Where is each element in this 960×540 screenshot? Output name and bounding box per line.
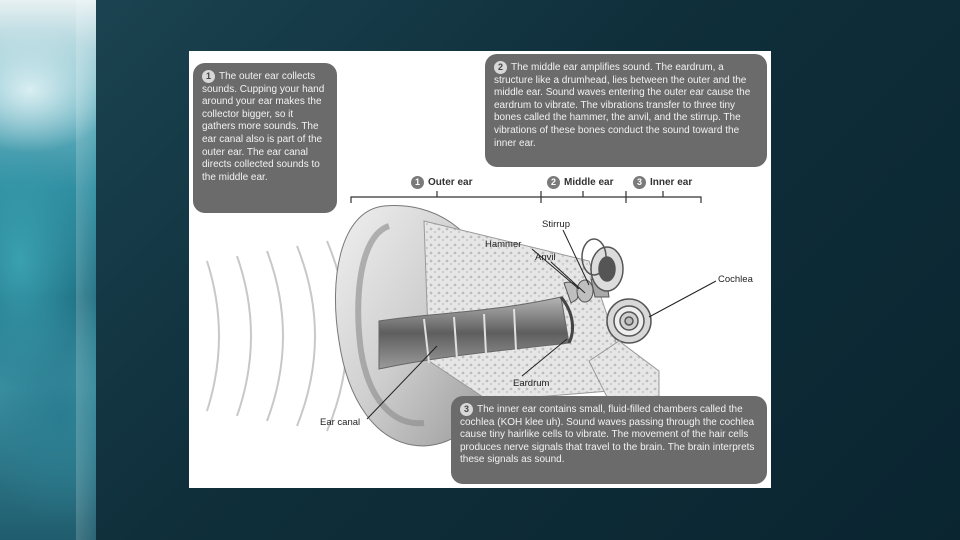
ear-anatomy-figure xyxy=(189,51,771,488)
region-label-outer-ear xyxy=(411,176,472,189)
region-number: 3 xyxy=(633,176,646,189)
sound-waves xyxy=(207,241,347,431)
callout-number: 2 xyxy=(494,61,507,74)
label-stirrup: Stirrup xyxy=(542,219,570,230)
ocean-wave-image xyxy=(0,0,96,540)
label-hammer: Hammer xyxy=(485,239,522,250)
callout-text: The outer ear collects sounds. Cupping your hand around your ear makes the collector bigger, so it gathers more sounds. The ear canal also is part of the outer ear. The ear canal directs collected sounds to the middle ear. xyxy=(202,71,325,183)
region-number: 1 xyxy=(411,176,424,189)
middle-ear-callout xyxy=(485,54,767,167)
label-cochlea: Cochlea xyxy=(718,274,753,285)
callout-number: 1 xyxy=(202,70,215,83)
label-anvil: Anvil xyxy=(535,252,556,263)
region-name: Outer ear xyxy=(428,177,473,188)
region-label-inner-ear xyxy=(633,176,692,189)
region-number: 2 xyxy=(547,176,560,189)
region-name: Inner ear xyxy=(650,177,693,188)
outer-ear-callout xyxy=(193,63,337,213)
callout-number: 3 xyxy=(460,403,473,416)
region-bracket xyxy=(351,191,701,203)
inner-ear-callout xyxy=(451,396,767,484)
region-label-middle-ear xyxy=(547,176,613,189)
label-ear-canal: Ear canal xyxy=(320,417,361,428)
label-eardrum: Eardrum xyxy=(513,378,550,389)
callout-text: The inner ear contains small, fluid-filled chambers called the cochlea (KOH klee uh). Sound waves passing through the cochlea cause tiny hairlike cells to vibrate. The movement of the hair cells produces nerve signals that travel to the brain. The brain interprets these signals as sound. xyxy=(460,404,755,466)
callout-text: The middle ear amplifies sound. The eardrum, a structure like a drumhead, lies between the outer and the middle ear. Sound waves entering the outer ear cause the eardrum to vibrate. The vibrations transfer to three tiny bones called the hammer, the anvil, and the stirrup. The vibrations of these bones conduct the sound toward the inner ear. xyxy=(494,62,751,149)
region-name: Middle ear xyxy=(564,177,614,188)
